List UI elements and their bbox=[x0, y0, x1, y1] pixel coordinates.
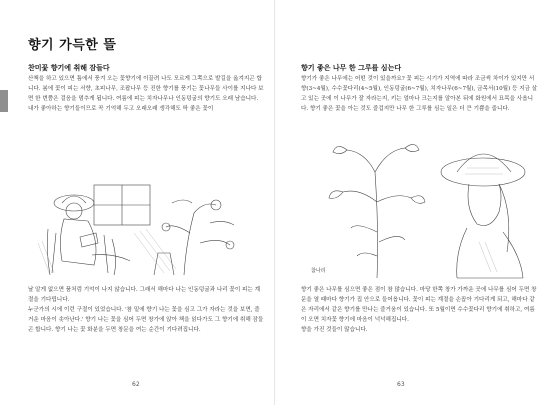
left-body-top bbox=[28, 74, 264, 114]
left-subheading: 찬미꽃 향기에 취해 잠들다 bbox=[28, 64, 110, 72]
right-paragraph: 향기 좋은 나무를 심으면 좋은 점이 참 많습니다. 마당 한쪽 창가 가까운 곳에 나무를 심어 두면 창문을 열 때마다 향기가 집 안으로 들어옵니다. 꽃이 피는 계절을 손꼽아 기다리게 되고, 해마다 같은 자리에서 같은 향기를 만나는 즐거움이 있습니다. 또 5월이면 수수꽃다리 향기에 취하고, 여름이 오면 치자꽃 향기에 마음이 넉넉해집니다. bbox=[301, 287, 537, 323]
left-body-bottom bbox=[28, 285, 264, 335]
left-paragraph: 날 알게 없으면 품처럼 기억이 나지 않습니다. 그래서 해마다 나는 인동덩굴과 나리 꽃이 피는 계절을 기다립니다. bbox=[28, 287, 261, 303]
left-page bbox=[0, 0, 274, 405]
right-page bbox=[276, 0, 550, 405]
left-paragraph: 누군가의 시에 이런 구절이 있었습니다. '참 밑에 향기 나는 꽃을 심고 그가 자라는 것을 보면, 즐거운 마음이 솟아난다.' 향기 나는 꽃을 심어 두면 창가에 앉아 책을 읽다가도 그 향기에 취해 잠들곤 합니다. 향기 나는 꽃 화분을 두면 창문을 여는 순간이 기다려집니다. bbox=[28, 307, 264, 333]
chapter-title: 향기 가득한 뜰 bbox=[28, 38, 117, 53]
right-body-top bbox=[301, 74, 539, 114]
right-paragraph: 향기가 좋은 나무에는 어떤 것이 있을까요? 꽃 피는 시기가 지역에 따라 조금씩 차이가 있지만 서향(3~4월), 수수꽃다리(4~5월), 인동덩굴(6~7월), 치자나무(6~7월), 금목서(10월) 등 지금 살고 있는 곳에 이 나무가 잘 자라는지, 키는 얼마나 크는지를 알아본 뒤에 화원에서 묘목을 사옵니다. 향기 좋은 꽃을 아는 것도 즐겁지만 나무 한 그루를 심는 일은 더 큰 기쁨을 줍니다. bbox=[301, 76, 538, 112]
page-number-left: 62 bbox=[132, 381, 140, 388]
illustration-caption: 참나리 bbox=[311, 268, 326, 274]
girl-reading-illustration bbox=[34, 183, 250, 279]
right-paragraph: 향을 가진 것들이 많습니다. bbox=[301, 327, 368, 333]
left-paragraph: 내가 좋아하는 향기들이므로 꼭 기억해 두고 오래오래 생각해도 딱 좋은 꽃이 bbox=[28, 106, 214, 112]
book-spine bbox=[274, 0, 275, 405]
right-body-bottom bbox=[301, 285, 539, 335]
lily-woman-illustration bbox=[307, 132, 529, 280]
right-subheading: 향기 좋은 나무 한 그루를 심는다 bbox=[301, 64, 402, 72]
left-paragraph: 산책을 하고 있으면 틈에서 풍겨 오는 꽃향기에 이끌려 나도 모르게 그쪽으로 발길을 옮겨지곤 합니다. 봄에 꽃이 피는 서향, 초피나무, 조팝나무 등 진한 향기를 풍기는 꽃나무들 사이를 지나다 보면 한 번쯤은 걸음을 멈추게 됩니다. 여름에 피는 치자나무나 인동덩굴의 향기도 오래 남습니다. bbox=[28, 76, 264, 102]
page-number-right: 63 bbox=[397, 381, 405, 388]
